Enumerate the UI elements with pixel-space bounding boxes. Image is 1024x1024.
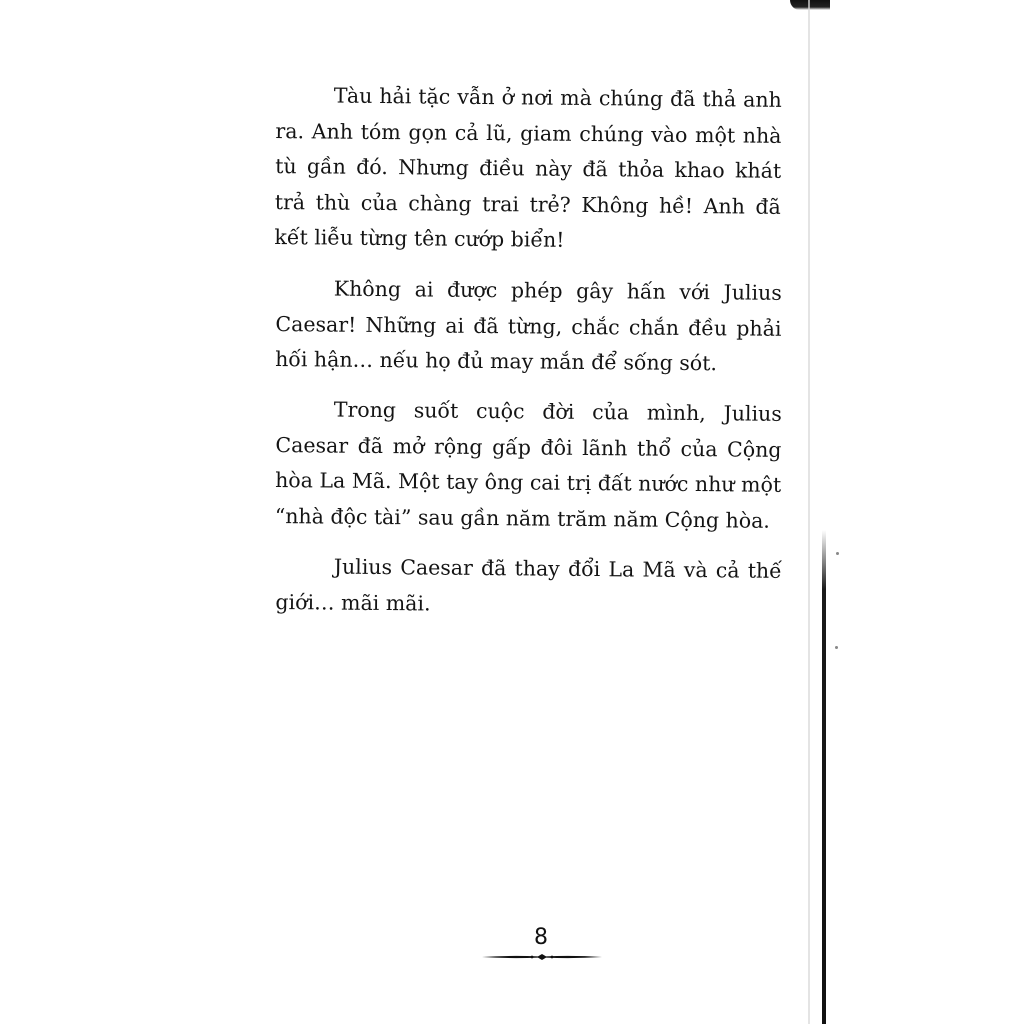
paragraph-1: Tàu hải tặc vẫn ở nơi mà chúng đã thả anh ra. Anh tóm gọn cả lũ, giam chúng vào một nhà tù gần đó. Nhưng điều này đã thỏa khao khát trả thù của chàng trai trẻ? Không hề! Anh đã kết liễu từng tên cướp biển! xyxy=(274,83,782,252)
scan-corner-shadow xyxy=(790,0,830,10)
paragraph-2: Không ai được phép gây hấn với Julius Caesar! Những ai đã từng, chắc chắn đều phải hối hận… nếu họ đủ may mắn để sống sót. xyxy=(275,276,782,375)
page-number-ornament xyxy=(480,950,604,964)
page-edge-shadow xyxy=(822,530,826,1024)
page-number: 8 xyxy=(534,925,548,950)
scan-speck xyxy=(835,646,838,649)
page-gutter-line xyxy=(808,0,810,1024)
paragraph-4: Julius Caesar đã thay đổi La Mã và cả thế giới… mãi mãi. xyxy=(275,554,782,615)
paragraph-3: Trong suốt cuộc đời của mình, Julius Caesar đã mở rộng gấp đôi lãnh thổ của Cộng hòa La Mã. Một tay ông cai trị đất nước như một “nhà độc tài” sau gần năm trăm năm Cộng hòa. xyxy=(274,397,782,533)
scan-speck xyxy=(836,552,839,555)
body-text xyxy=(276,78,782,635)
